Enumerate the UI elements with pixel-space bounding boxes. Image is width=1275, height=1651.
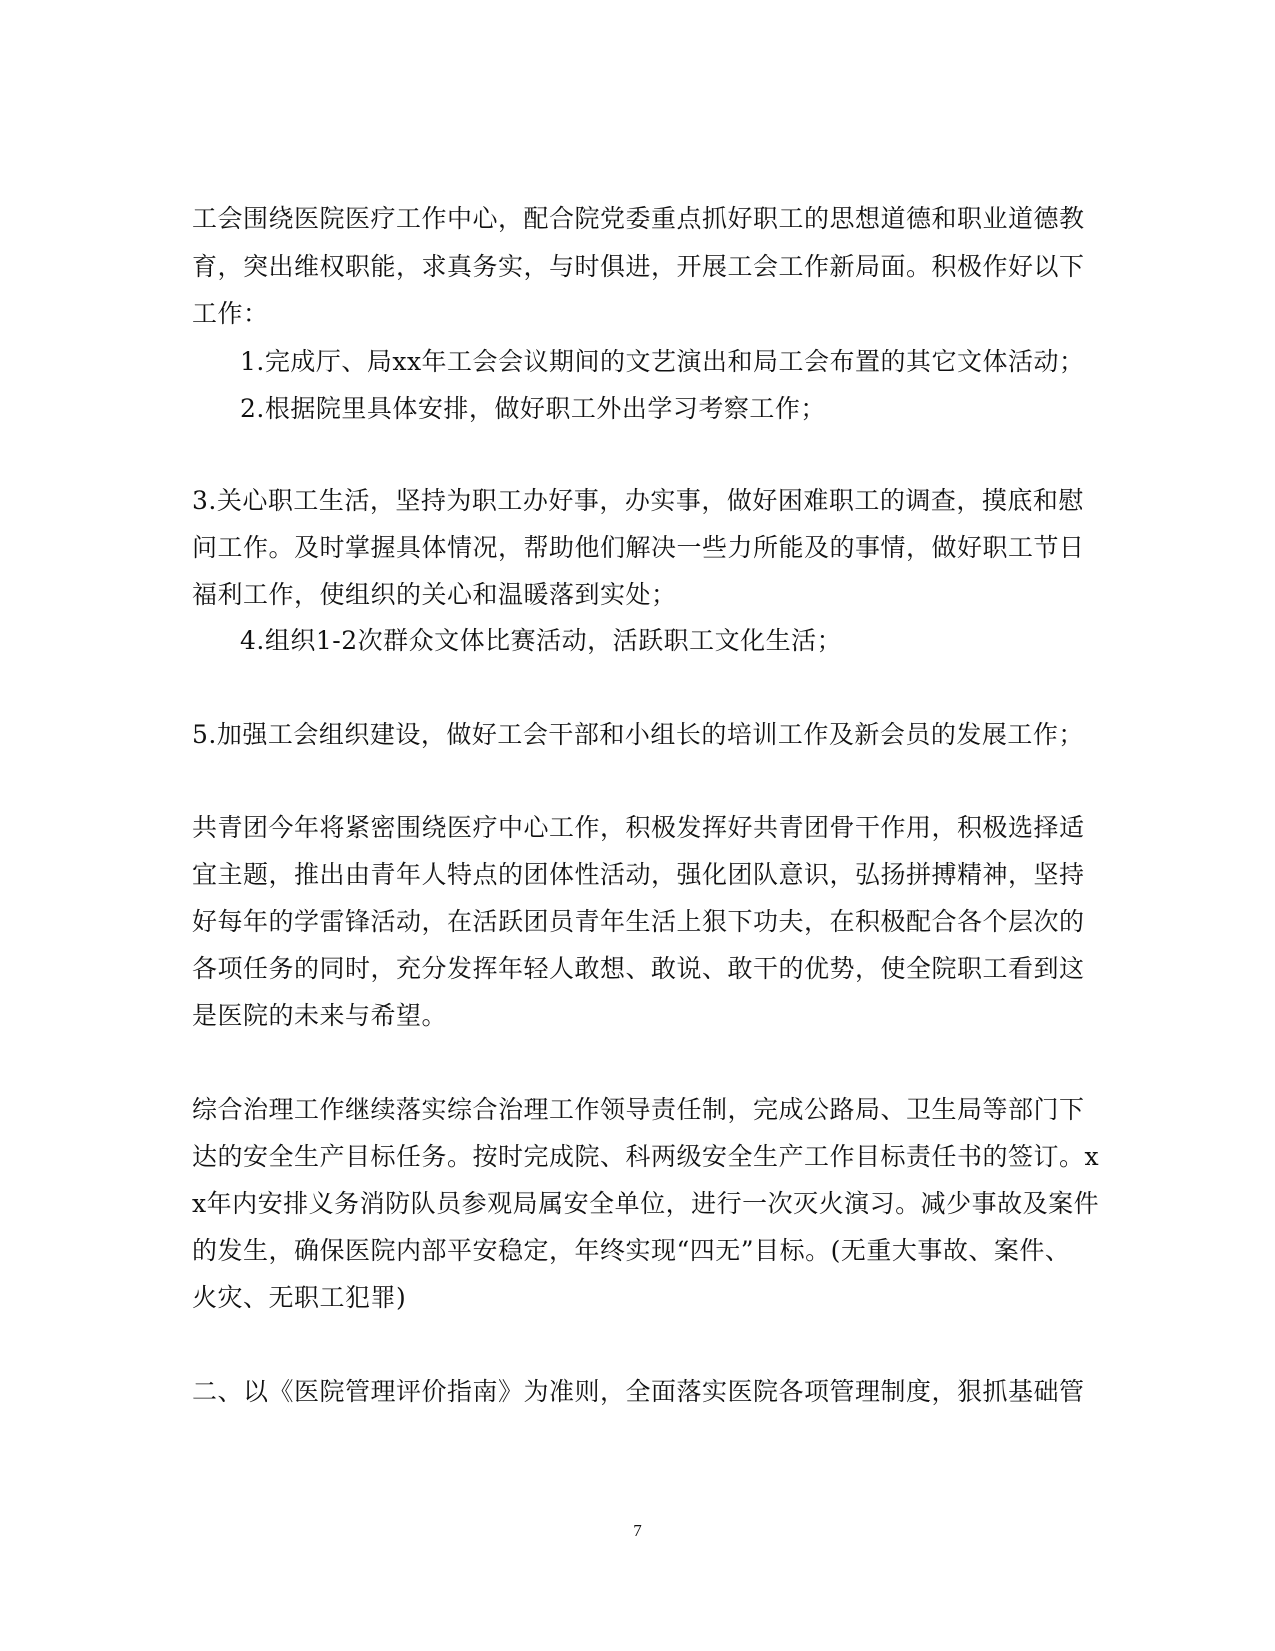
list-item-1: 1.完成厅、局xx年工会会议期间的文艺演出和局工会布置的其它文体活动；	[240, 347, 1085, 376]
list-item-4: 4.组织1-2次群众文体比赛活动，活跃职工文化生活；	[240, 626, 843, 655]
list-item-3-line-2: 问工作。及时掌握具体情况，帮助他们解决一些力所能及的事情，做好职工节日	[192, 533, 1085, 562]
list-item-5: 5.加强工会组织建设，做好工会干部和小组长的培训工作及新会员的发展工作；	[192, 720, 1084, 749]
list-item-3-line-3: 福利工作，使组织的关心和温暖落到实处；	[192, 580, 677, 609]
paragraph-youth-line-5: 是医院的未来与希望。	[192, 1001, 448, 1030]
paragraph-union-line-2: 育，突出维权职能，求真务实，与时俱进，开展工会工作新局面。积极作好以下	[192, 252, 1085, 281]
list-item-3-line-1: 3.关心职工生活，坚持为职工办好事，办实事，做好困难职工的调查，摸底和慰	[192, 486, 1084, 515]
list-item-2: 2.根据院里具体安排，做好职工外出学习考察工作；	[240, 394, 826, 423]
paragraph-safety-line-3: x年内安排义务消防队员参观局属安全单位，进行一次灭火演习。减少事故及案件	[192, 1189, 1100, 1218]
paragraph-youth-line-2: 宜主题，推出由青年人特点的团体性活动，强化团队意识，弘扬拼搏精神，坚持	[192, 860, 1085, 889]
paragraph-safety-line-1: 综合治理工作继续落实综合治理工作领导责任制，完成公路局、卫生局等部门下	[192, 1095, 1085, 1124]
page-number: 7	[633, 1521, 642, 1540]
paragraph-safety-line-5: 火灾、无职工犯罪)	[192, 1283, 407, 1312]
paragraph-safety-line-2: 达的安全生产目标任务。按时完成院、科两级安全生产工作目标责任书的签订。x	[192, 1142, 1100, 1171]
paragraph-union-line-1: 工会围绕医院医疗工作中心，配合院党委重点抓好职工的思想道德和职业道德教	[192, 204, 1085, 233]
paragraph-youth-line-3: 好每年的学雷锋活动，在活跃团员青年生活上狠下功夫，在积极配合各个层次的	[192, 907, 1085, 936]
section-heading-two: 二、以《医院管理评价指南》为准则，全面落实医院各项管理制度，狠抓基础管	[192, 1377, 1085, 1406]
paragraph-safety-line-4: 的发生，确保医院内部平安稳定，年终实现“四无”目标。(无重大事故、案件、	[192, 1236, 1071, 1265]
paragraph-youth-line-4: 各项任务的同时，充分发挥年轻人敢想、敢说、敢干的优势，使全院职工看到这	[192, 954, 1085, 983]
paragraph-youth-line-1: 共青团今年将紧密围绕医疗中心工作，积极发挥好共青团骨干作用，积极选择适	[192, 813, 1085, 842]
paragraph-union-line-3: 工作：	[192, 299, 269, 328]
